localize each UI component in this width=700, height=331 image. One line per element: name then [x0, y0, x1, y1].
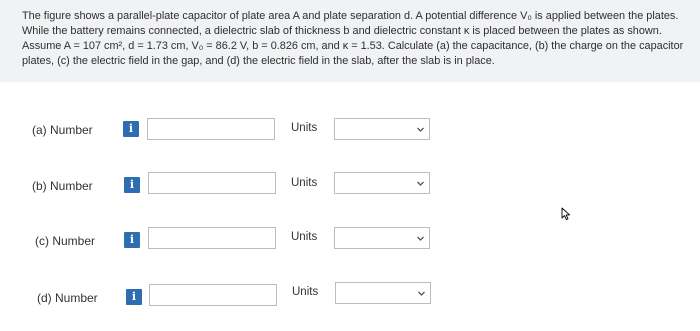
number-input-c[interactable] — [148, 227, 276, 249]
part-b-label: (b) Number — [32, 179, 93, 193]
part-d-label: (d) Number — [37, 291, 98, 305]
info-icon[interactable]: i — [123, 121, 139, 137]
part-c-label: (c) Number — [35, 234, 96, 248]
units-label-c: Units — [291, 231, 318, 243]
chevron-down-icon — [417, 180, 424, 187]
units-select-d[interactable] — [335, 282, 431, 304]
answer-row-b — [0, 172, 700, 202]
info-icon[interactable]: i — [124, 232, 140, 248]
units-select-a[interactable] — [334, 118, 430, 140]
part-a-label: (a) Number — [32, 123, 93, 137]
answer-row-d — [0, 282, 700, 312]
question-panel — [0, 0, 700, 82]
mouse-cursor-icon — [561, 207, 571, 221]
number-input-d[interactable] — [149, 284, 277, 306]
units-select-b[interactable] — [334, 172, 430, 194]
info-icon[interactable]: i — [126, 289, 142, 305]
number-input-a[interactable] — [147, 118, 275, 140]
units-label-b: Units — [291, 177, 318, 189]
units-label-a: Units — [291, 122, 318, 134]
units-label-d: Units — [292, 286, 319, 298]
units-select-c[interactable] — [334, 227, 430, 249]
question-text: The figure shows a parallel-plate capacitor of plate area A and plate separation d. A potential difference V₀ is applied between the plates. While the battery remains connected, a dielectric slab of thickness b and dielectric constant κ is placed between the plates as shown. Assume A = 107 cm², d = 1.73 cm, V₀ = 86.2 V, b = 0.826 cm, and κ = 1.53. Calculate (a) the capacitance, (b) the charge on the capacitor plates, (c) the electric field in the gap, and (d) the electric field in the slab, after the slab is in place. — [22, 10, 684, 67]
chevron-down-icon — [418, 290, 425, 297]
number-input-b[interactable] — [148, 172, 276, 194]
chevron-down-icon — [417, 235, 424, 242]
answer-row-c — [0, 227, 700, 257]
answer-area — [0, 82, 700, 331]
info-icon[interactable]: i — [124, 177, 140, 193]
answer-row-a — [0, 116, 700, 146]
chevron-down-icon — [417, 126, 424, 133]
